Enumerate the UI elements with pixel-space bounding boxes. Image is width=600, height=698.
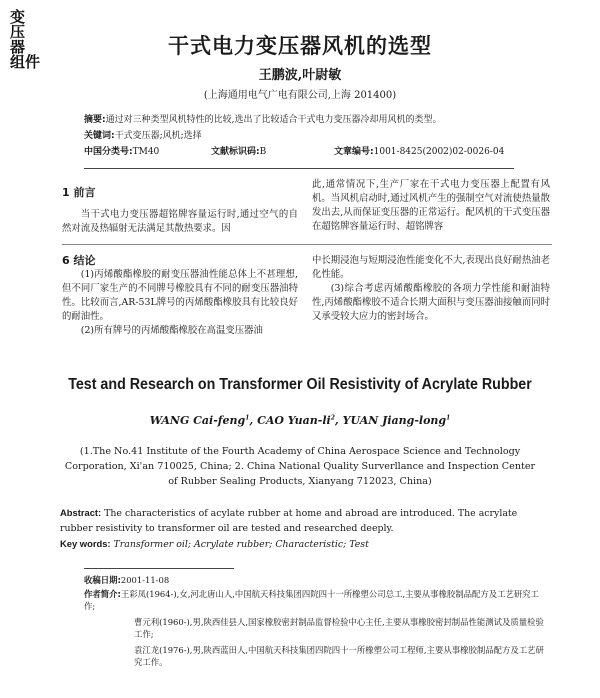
abstract-en-block	[60, 505, 545, 552]
article-no-value: 1001-8425(2002)02-0026-04	[373, 147, 505, 157]
bio-label: 作者简介:	[84, 589, 121, 599]
article-no-label: 文章编号:	[334, 147, 374, 157]
right-column-upper-text: 此,通常情况下,生产厂家在干式电力变压器上配置有风机。当风机启动时,通过风机产生的强制空气对流使热量散发出去,从而保证变压器的正常运行。配风机的干式变压器在超铭牌容量运行时、超铭牌容	[312, 179, 550, 232]
header-divider	[84, 168, 514, 169]
section-heading-intro: 1 前言	[62, 186, 96, 199]
keywords-zh	[84, 130, 524, 142]
keywords-zh-text: 干式变压器;风机;选择	[114, 131, 202, 141]
column-logo	[10, 10, 44, 70]
paper-title-zh: 干式电力变压器风机的选型	[168, 34, 432, 58]
author-sup: 1	[245, 414, 250, 422]
conclusion-right-para-1: 中长期浸泡与短期浸泡性能变化不大,表现出良好耐热油老化性能。	[312, 255, 550, 280]
affiliation-en: (1.The No.41 Institute of the Fourth Academy of China Aerospace Science and Technology Corporation, Xi'an 710025, China; 2. China National Quality Surverllance and Inspection Center of Rubber Sealing Products, Xianyang 712023, China)	[64, 446, 536, 487]
page-join-line	[62, 244, 552, 245]
received-date	[84, 574, 544, 586]
received-value: 2001-11-08	[120, 575, 170, 585]
classification-line	[84, 146, 524, 158]
authors-en: WANG Cai-feng$^1$, CAO Yuan-$li^2$, YUAN Jiang-long$^1$	[149, 414, 451, 427]
abstract-en-label: Abstract:	[60, 507, 102, 518]
author-bio	[84, 644, 544, 668]
author-en: WANG Cai-feng	[149, 414, 246, 427]
conclusion-item-2: (2)所有牌号的丙烯酸酯橡胶在高温变压器油	[80, 325, 263, 336]
clc-value: TM40	[132, 147, 160, 157]
conclusion-right	[312, 254, 550, 324]
bio-text: 袁江龙(1976-),男,陕西蓝田人,中国航天科技集团四院四十一所橡塑公司工程师,主要从事橡胶制品配方及工艺研究工作。	[134, 645, 544, 667]
author-bios	[84, 588, 544, 668]
clc-label: 中国分类号:	[84, 147, 133, 157]
right-column-upper	[312, 178, 550, 234]
author-bio	[84, 616, 544, 640]
keywords-en-text: Transformer oil; Acrylate rubber; Characteristic; Test	[113, 539, 369, 550]
intro-text: 当干式电力变压器超铭牌容量运行时,通过空气的自然对流及热辐射无法满足其散热要求。因	[62, 209, 298, 234]
abstract-zh-label: 摘要:	[84, 115, 106, 125]
section-heading-conclusion: 6 结论	[62, 254, 96, 267]
conclusion-item-1: (1)丙烯酸酯橡胶的耐变压器油性能总体上不甚理想,但不同厂家生产的不同牌号橡胶具有不同的耐变压器油特性。比较而言,AR-53L牌号的丙烯酸酯橡胶具有比较良好的耐油性。	[62, 269, 298, 322]
author-bio	[84, 588, 544, 612]
doc-code-label: 文献标识码:	[211, 147, 260, 157]
author-sup: 1	[446, 414, 451, 422]
keywords-en-label: Key words:	[60, 538, 111, 549]
bio-text: 王彩凤(1964-),女,河北唐山人,中国航天科技集团四院四十一所橡塑公司总工,主要从事橡胶制品配方及工艺研究工作;	[84, 589, 540, 611]
intro-paragraph	[62, 208, 298, 236]
authors-zh: 王鹏波,叶尉敏	[258, 68, 342, 83]
author-en: CAO Yuan-li	[257, 414, 331, 427]
footnote-divider	[84, 568, 234, 569]
received-label: 收稿日期:	[84, 575, 121, 585]
affiliation-zh: (上海通用电气广电有限公司,上海 201400)	[203, 90, 397, 101]
logo-char: 器	[10, 38, 26, 56]
logo-char: 组件	[10, 53, 41, 71]
logo-char: 压	[10, 23, 26, 41]
abstract-en	[60, 505, 545, 536]
abstract-zh	[84, 114, 524, 126]
logo-char: 变	[10, 8, 26, 26]
bio-text: 曹元利(1960-),男,陕西佳县人,国家橡胶密封制品监督检验中心主任,主要从事橡胶密封制品性能测试及质量检验工作;	[134, 617, 544, 639]
abstract-en-text: The characteristics of acylate rubber at home and abroad are introduced. The acrylate rubber resistivity to transformer oil are tested and researched deeply.	[60, 508, 518, 534]
abstract-zh-text: 通过对三种类型风机特性的比较,选出了比较适合干式电力变压器冷却用风机的类型。	[105, 115, 442, 125]
paper-title-en: Test and Research on Transformer Oil Resistivity of Acrylate Rubber	[68, 376, 532, 393]
keywords-en	[60, 536, 545, 552]
keywords-zh-label: 关键词:	[84, 131, 115, 141]
conclusion-right-para-2: (3)综合考虑丙烯酸酯橡胶的各项力学性能和耐油特性,丙烯酸酯橡胶不适合长期大面积与变压器油接触而同时又承受较大应力的密封场合。	[312, 283, 550, 322]
doc-code-value: B	[259, 147, 267, 157]
author-en: YUAN Jiang-long	[342, 414, 447, 427]
author-sup: 2	[330, 414, 335, 422]
conclusion-left	[62, 268, 298, 338]
